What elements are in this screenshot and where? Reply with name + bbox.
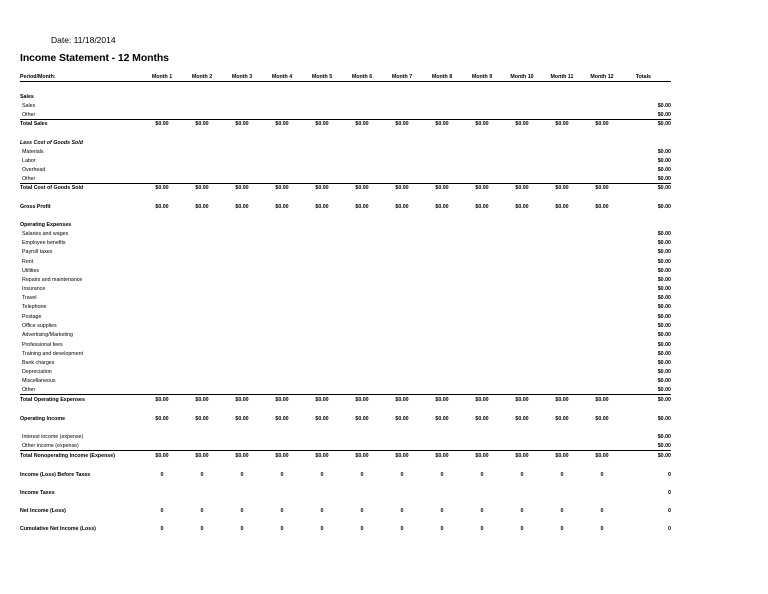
cell-month-9: $0.00 [475,204,489,210]
row-label: Sales [20,94,34,100]
cell-month-3: $0.00 [235,397,249,403]
cell-month-11: $0.00 [555,185,569,191]
table-row [20,525,671,534]
cell-total: $0.00 [657,351,671,357]
cell-month-2: 0 [200,526,204,532]
cell-total: $0.00 [657,149,671,155]
cell-month-2: $0.00 [195,397,209,403]
cell-month-7: $0.00 [395,121,409,127]
row-label: Total Sales [20,121,48,127]
cell-month-10: $0.00 [515,397,529,403]
cell-month-9: $0.00 [475,453,489,459]
cell-month-1: 0 [160,526,164,532]
cell-month-4: 0 [280,508,284,514]
cell-month-5: 0 [320,526,324,532]
cell-month-1: $0.00 [155,204,169,210]
table-row [20,267,671,276]
cell-month-5: $0.00 [315,185,329,191]
cell-month-8: $0.00 [435,397,449,403]
cell-month-5: $0.00 [315,121,329,127]
cell-month-5: 0 [320,472,324,478]
table-row [20,120,671,129]
cell-total: $0.00 [657,304,671,310]
cell-total: $0.00 [657,158,671,164]
cell-month-5: $0.00 [315,397,329,403]
cell-total: 0 [668,508,671,514]
cell-total: $0.00 [657,369,671,375]
cell-month-7: 0 [400,526,404,532]
cell-month-7: $0.00 [395,204,409,210]
cell-total: 0 [668,526,671,532]
row-label: Rent [22,259,34,265]
cell-total: $0.00 [657,240,671,246]
table-row [20,285,671,294]
cell-month-7: 0 [400,508,404,514]
cell-month-11: $0.00 [555,397,569,403]
cell-total: $0.00 [657,103,671,109]
cell-month-5: 0 [320,508,324,514]
column-header-month-5: Month 5 [311,74,333,80]
cell-month-7: $0.00 [395,416,409,422]
row-label: Telephone [22,304,47,310]
cell-total: $0.00 [657,268,671,274]
cell-month-4: $0.00 [275,204,289,210]
cell-month-7: $0.00 [395,397,409,403]
cell-month-11: $0.00 [555,416,569,422]
cell-total: $0.00 [657,360,671,366]
row-label: Utilities [22,268,40,274]
row-label: Advertising/Marketing [22,332,73,338]
cell-month-6: 0 [360,526,364,532]
row-label: Cumulative Net Income (Loss) [20,526,96,532]
cell-month-10: $0.00 [515,453,529,459]
table-row [20,489,671,498]
cell-month-6: $0.00 [355,453,369,459]
cell-total: $0.00 [657,323,671,329]
document-date: Date: 11/18/2014 [51,35,116,45]
cell-month-9: $0.00 [475,185,489,191]
cell-month-6: $0.00 [355,204,369,210]
cell-month-3: 0 [240,472,244,478]
cell-month-4: $0.00 [275,397,289,403]
column-header-month-2: Month 2 [191,74,213,80]
cell-month-2: $0.00 [195,453,209,459]
column-header-month-9: Month 9 [471,74,493,80]
table-row [20,507,671,516]
table-row [20,313,671,322]
cell-month-12: 0 [600,508,604,514]
cell-month-8: 0 [440,508,444,514]
cell-month-10: $0.00 [515,416,529,422]
cell-month-9: $0.00 [475,416,489,422]
row-label: Gross Profit [20,204,51,210]
table-row [20,258,671,267]
cell-month-3: 0 [240,526,244,532]
cell-month-6: $0.00 [355,121,369,127]
table-row [20,471,671,480]
cell-total: 0 [668,490,671,496]
row-label: Other [22,112,36,118]
table-row [20,93,671,102]
cell-month-4: $0.00 [275,416,289,422]
cell-month-4: $0.00 [275,121,289,127]
row-label: Total Nonoperating Income (Expense) [20,453,115,459]
table-row [20,184,671,193]
table-row [20,386,671,395]
cell-total: $0.00 [657,443,671,449]
row-label: Postage [22,314,42,320]
column-header-month-3: Month 3 [231,74,253,80]
cell-month-4: $0.00 [275,453,289,459]
cell-month-10: $0.00 [515,121,529,127]
row-label: Bank charges [22,360,55,366]
cell-month-3: 0 [240,508,244,514]
cell-month-11: 0 [560,508,564,514]
cell-total: $0.00 [657,416,671,422]
cell-month-6: 0 [360,508,364,514]
cell-total: $0.00 [657,277,671,283]
cell-total: $0.00 [657,453,671,459]
cell-month-12: $0.00 [595,397,609,403]
table-row [20,239,671,248]
cell-month-4: $0.00 [275,185,289,191]
cell-month-8: $0.00 [435,453,449,459]
table-row [20,221,671,230]
cell-month-6: $0.00 [355,416,369,422]
header-rule [20,81,671,82]
row-label: Net Income (Loss) [20,508,66,514]
table-row [20,377,671,386]
cell-month-1: $0.00 [155,416,169,422]
row-label: Insurance [22,286,46,292]
cell-month-5: $0.00 [315,453,329,459]
cell-month-8: $0.00 [435,416,449,422]
table-row [20,230,671,239]
row-label: Depreciation [22,369,52,375]
cell-month-3: $0.00 [235,121,249,127]
row-label: Miscellaneous [22,378,56,384]
cell-month-8: $0.00 [435,204,449,210]
cell-month-11: $0.00 [555,121,569,127]
cell-month-12: $0.00 [595,185,609,191]
cell-month-10: 0 [520,472,524,478]
cell-month-2: $0.00 [195,416,209,422]
cell-total: $0.00 [657,387,671,393]
row-label: Labor [22,158,36,164]
cell-month-11: 0 [560,472,564,478]
cell-month-8: $0.00 [435,185,449,191]
cell-month-1: 0 [160,508,164,514]
cell-month-12: $0.00 [595,416,609,422]
cell-month-8: 0 [440,526,444,532]
cell-total: $0.00 [657,185,671,191]
cell-month-12: 0 [600,472,604,478]
cell-month-3: $0.00 [235,416,249,422]
cell-total: $0.00 [657,434,671,440]
cell-month-5: $0.00 [315,204,329,210]
row-label: Income (Loss) Before Taxes [20,472,91,478]
cell-month-10: $0.00 [515,185,529,191]
row-label: Total Operating Expenses [20,397,85,403]
cell-month-10: $0.00 [515,204,529,210]
column-header-month-10: Month 10 [510,74,534,80]
cell-month-4: 0 [280,472,284,478]
row-label: Employee benefits [22,240,66,246]
cell-month-9: 0 [480,472,484,478]
cell-month-6: 0 [360,472,364,478]
cell-month-10: 0 [520,508,524,514]
cell-month-7: $0.00 [395,185,409,191]
table-row [20,303,671,312]
cell-month-3: $0.00 [235,204,249,210]
cell-total: $0.00 [657,378,671,384]
cell-month-2: 0 [200,508,204,514]
column-header-month-12: Month 12 [590,74,614,80]
row-label: Sales [22,103,36,109]
row-divider [20,450,671,451]
cell-month-12: 0 [600,526,604,532]
cell-total: $0.00 [657,112,671,118]
row-label: Repairs and maintenance [22,277,83,283]
cell-month-3: $0.00 [235,185,249,191]
cell-month-12: $0.00 [595,121,609,127]
cell-total: $0.00 [657,176,671,182]
cell-month-2: 0 [200,472,204,478]
table-row [20,294,671,303]
row-label: Office supplies [22,323,57,329]
row-label: Other [22,387,36,393]
cell-month-3: $0.00 [235,453,249,459]
column-header-period: Period/Month: [20,74,56,80]
table-row [20,166,671,175]
cell-month-9: 0 [480,526,484,532]
table-row [20,203,671,212]
row-label: Overhead [22,167,46,173]
cell-month-2: $0.00 [195,204,209,210]
cell-month-9: 0 [480,508,484,514]
cell-month-12: $0.00 [595,453,609,459]
cell-month-1: $0.00 [155,121,169,127]
cell-total: 0 [668,472,671,478]
row-label: Materials [22,149,44,155]
table-row [20,248,671,257]
table-row [20,368,671,377]
table-row [20,331,671,340]
table-row [20,111,671,120]
row-label: Operating Expenses [20,222,72,228]
cell-month-11: $0.00 [555,453,569,459]
row-label: Operating Income [20,416,66,422]
cell-month-11: $0.00 [555,204,569,210]
cell-month-9: $0.00 [475,397,489,403]
cell-month-9: $0.00 [475,121,489,127]
cell-total: $0.00 [657,167,671,173]
table-row [20,276,671,285]
cell-month-2: $0.00 [195,121,209,127]
cell-total: $0.00 [657,295,671,301]
table-row [20,157,671,166]
column-header-month-7: Month 7 [391,74,413,80]
table-row [20,102,671,111]
table-row [20,452,671,461]
cell-total: $0.00 [657,231,671,237]
cell-total: $0.00 [657,397,671,403]
table-row [20,433,671,442]
cell-total: $0.00 [657,332,671,338]
cell-month-5: $0.00 [315,416,329,422]
row-label: Professional fees [22,342,63,348]
row-label: Total Cost of Goods Sold [20,185,84,191]
table-row [20,148,671,157]
cell-total: $0.00 [657,121,671,127]
table-row [20,322,671,331]
row-label: Training and development [22,351,84,357]
cell-month-10: 0 [520,526,524,532]
row-label: Salaries and wages [22,231,69,237]
row-label: Other income (expense) [22,443,79,449]
row-divider [20,394,671,395]
table-row [20,139,671,148]
column-header-month-6: Month 6 [351,74,373,80]
cell-total: $0.00 [657,204,671,210]
cell-month-7: $0.00 [395,453,409,459]
cell-month-12: $0.00 [595,204,609,210]
row-label: Income Taxes [20,490,55,496]
cell-month-11: 0 [560,526,564,532]
table-row [20,341,671,350]
cell-month-7: 0 [400,472,404,478]
table-row [20,415,671,424]
table-row [20,350,671,359]
row-label: Other [22,176,36,182]
table-row [20,442,671,451]
column-header-totals: Totals [635,74,651,80]
cell-total: $0.00 [657,286,671,292]
row-label: Payroll taxes [22,249,53,255]
row-label: Travel [22,295,37,301]
cell-total: $0.00 [657,249,671,255]
cell-month-6: $0.00 [355,397,369,403]
cell-month-1: 0 [160,472,164,478]
table-row [20,175,671,184]
cell-month-1: $0.00 [155,397,169,403]
column-header-month-1: Month 1 [151,74,173,80]
table-header-row [20,73,671,82]
column-header-month-4: Month 4 [271,74,293,80]
row-label: Less Cost of Goods Sold [20,140,83,146]
cell-total: $0.00 [657,314,671,320]
row-label: Interest income (expense) [22,434,84,440]
cell-total: $0.00 [657,259,671,265]
cell-month-4: 0 [280,526,284,532]
cell-month-8: $0.00 [435,121,449,127]
cell-month-1: $0.00 [155,185,169,191]
cell-month-6: $0.00 [355,185,369,191]
cell-month-8: 0 [440,472,444,478]
document-title: Income Statement - 12 Months [20,52,169,64]
column-header-month-8: Month 8 [431,74,453,80]
table-row [20,396,671,405]
cell-month-1: $0.00 [155,453,169,459]
column-header-month-11: Month 11 [550,74,574,80]
table-row [20,359,671,368]
cell-total: $0.00 [657,342,671,348]
cell-month-2: $0.00 [195,185,209,191]
